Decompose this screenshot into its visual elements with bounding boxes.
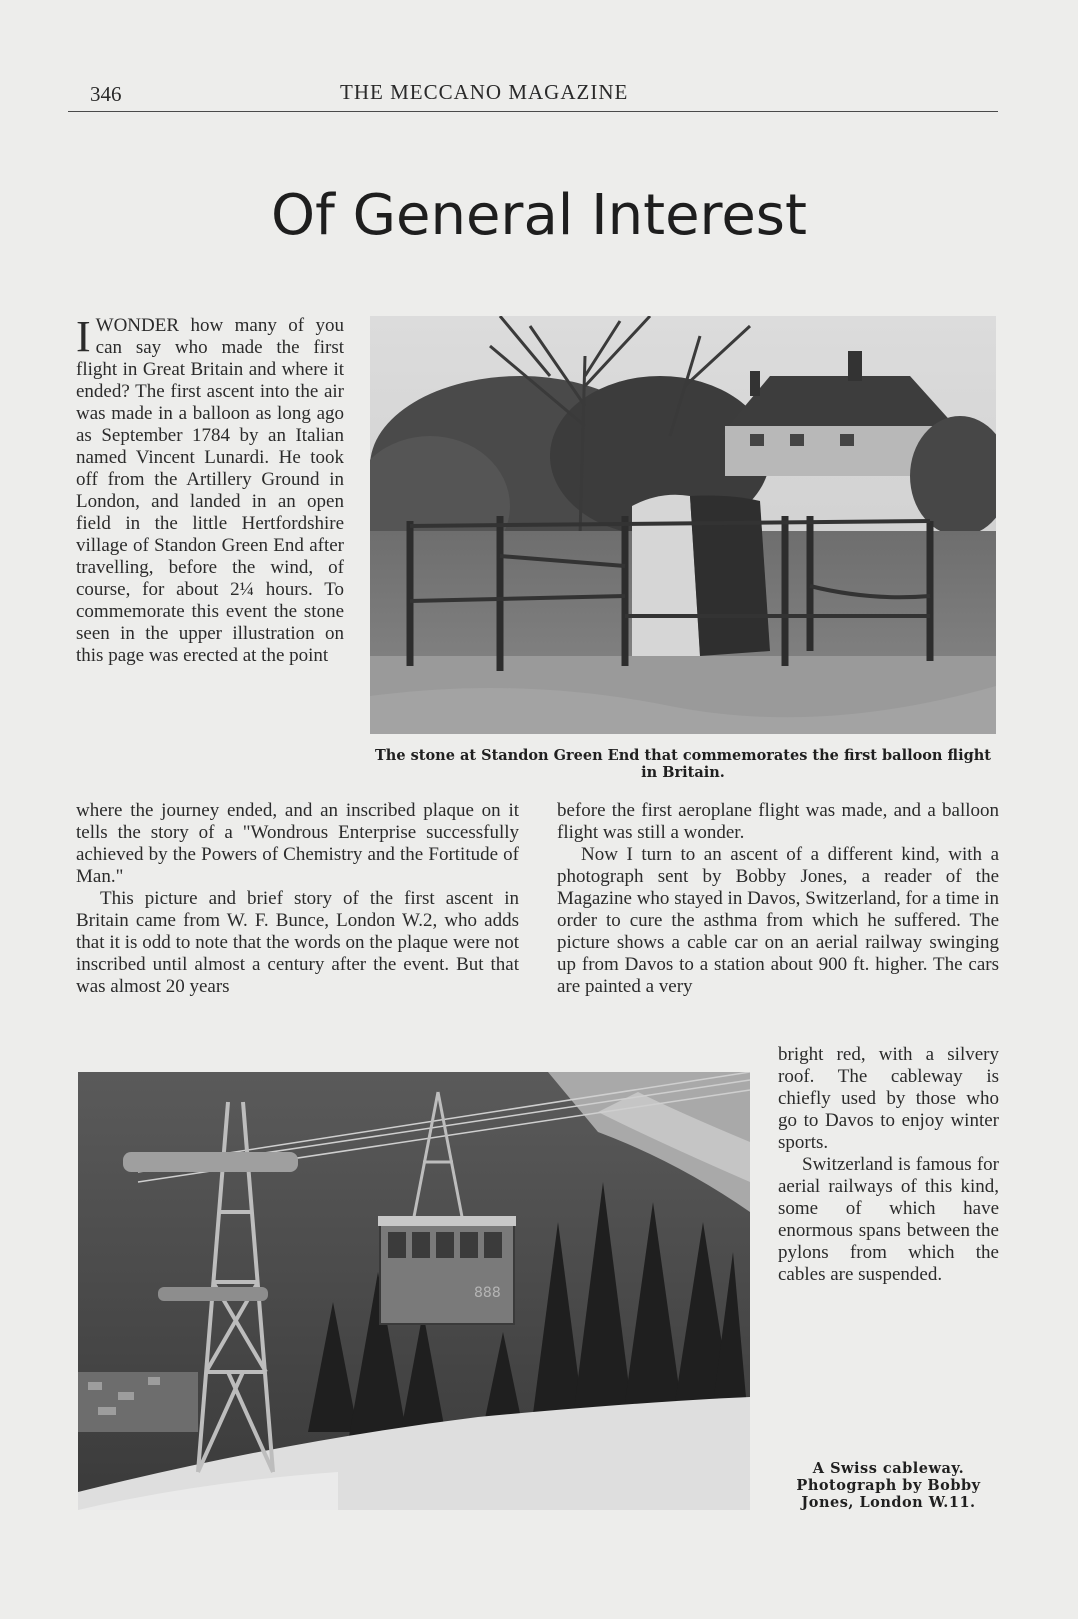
cable-car-number: 888 — [474, 1285, 501, 1301]
cableway-photo — [78, 1072, 750, 1510]
page-number: 346 — [90, 82, 122, 106]
cableway-caption: A Swiss cableway. Photograph by Bobby Jones, London W.11. — [796, 1460, 981, 1511]
intro-column — [76, 312, 344, 667]
left-column — [76, 800, 519, 998]
stone-photo — [370, 316, 996, 734]
header-rule — [68, 111, 998, 112]
paragraph-3-cont: bright red, with a silvery roof. The cableway is chiefly used by those who go to Davos to enjoy winter sports. — [778, 1044, 999, 1153]
drop-cap: I — [76, 312, 91, 361]
paragraph-1-cont: where the journey ended, and an inscribed plaque on it tells the story of a "Wondrous Enterprise successfully achieved by the Powers of Chemistry and the Fortitude of Man." — [76, 800, 519, 887]
intro-paragraph — [76, 312, 344, 667]
narrow-column — [778, 1044, 999, 1286]
right-column — [557, 800, 999, 998]
paragraph-3: Now I turn to an ascent of a different kind, with a photograph sent by Bobby Jones, a reader of the Magazine who stayed in Davos, Switzerland, for a time in order to cure the asthma from which he suffered. The picture shows a cable car on an aerial railway swinging up from Davos to a station about 900 ft. higher. The cars are painted a very — [557, 844, 999, 997]
paragraph-4: Switzerland is famous for aerial railways of this kind, some of which have enormous spans between the pylons from which the cables are suspended. — [778, 1154, 999, 1285]
intro-text: WONDER how many of you can say who made the first flight in Great Britain and where it ended? The first ascent into the air was made in a balloon as long ago as September 1784 by an Italian named Vincent Lunardi. He took off from the Artillery Ground in London, and landed in an open field in the little Hertfordshire village of Standon Green End after travelling, before the wind, of course, for about 2¼ hours. To commemorate this event the stone seen in the upper illustration on this page was erected at the point — [76, 315, 344, 666]
running-head: THE MECCANO MAGAZINE — [340, 80, 629, 104]
paragraph-2: This picture and brief story of the first ascent in Britain came from W. F. Bunce, London W.2, who adds that it is odd to note that the words on the plaque were not inscribed until almost a century after the event. But that was almost 20 years — [76, 888, 519, 997]
stone-caption: The stone at Standon Green End that commemorates the first balloon flight in Britain. — [375, 747, 991, 781]
paragraph-2-cont: before the first aeroplane flight was made, and a balloon flight was still a wonder. — [557, 800, 999, 843]
article-title: Of General Interest — [271, 183, 807, 248]
